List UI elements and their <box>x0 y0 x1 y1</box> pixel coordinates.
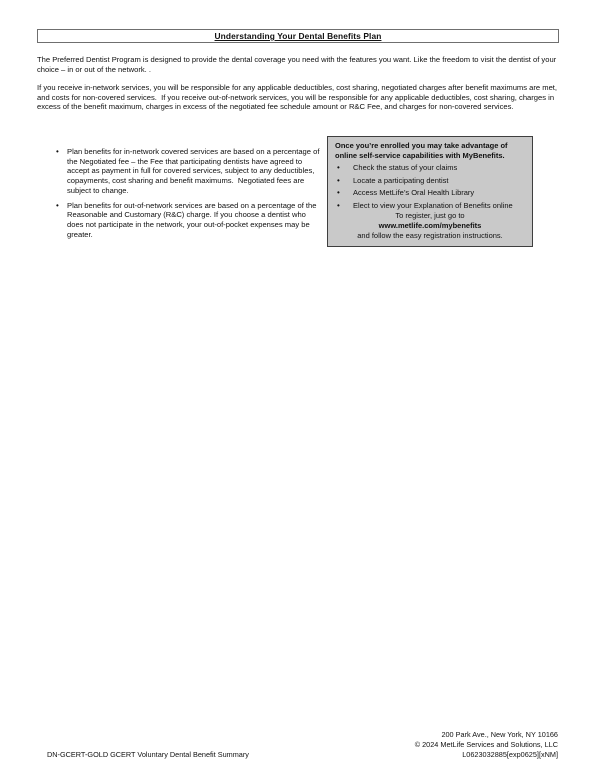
list-item <box>335 163 525 173</box>
footer-copyright: © 2024 MetLife Services and Solutions, LLC <box>414 740 558 749</box>
footer-address: 200 Park Ave., New York, NY 10166 <box>441 730 558 739</box>
mybenefits-item-claims: Check the status of your claims <box>353 163 458 173</box>
bullet-icon: • <box>337 163 340 173</box>
benefit-out-of-network-text: Plan benefits for out-of-network services are based on a percentage of the Reasonable and Customary (R&C) charge. If you choose a dentist who does not participate in the network, your out-of-pocket expenses may be greater. <box>67 200 319 239</box>
mybenefits-heading: Once you’re enrolled you may take advantage of online self-service capabilities with MyBenefits. <box>335 141 510 160</box>
mybenefits-item-library: Access MetLife’s Oral Health Library <box>353 188 475 198</box>
footer-code: L0623032885[exp0625][xNM] <box>462 750 558 759</box>
footer-document-id: DN-GCERT-GOLD GCERT Voluntary Dental Benefit Summary <box>47 750 249 759</box>
register-instructions <box>335 211 525 241</box>
page-title: Understanding Your Dental Benefits Plan <box>214 31 382 41</box>
list-item <box>49 201 321 240</box>
title-banner <box>37 29 559 43</box>
bullet-icon: • <box>337 200 340 210</box>
bullet-icon: • <box>56 200 59 210</box>
register-line-1: To register, just go to <box>395 211 465 221</box>
bullet-icon: • <box>56 147 59 156</box>
footer-right-block <box>415 730 558 760</box>
bullet-icon: • <box>337 188 340 198</box>
bullet-icon: • <box>337 175 340 185</box>
benefit-in-network-text: Plan benefits for in-network covered services are based on a percentage of the Negotiated fee – the Fee that participating dentists have agreed to accept as payment in full for covered services, subject to any deductibles, copayments, cost sharing and benefit maximums. Negotiated fees are subject to change. <box>67 147 322 195</box>
intro-paragraph-1: The Preferred Dentist Program is designed to provide the dental coverage you need with the features you want. Like the freedom to visit the dentist of your choice – in or out of the network. . <box>37 55 559 74</box>
intro-paragraph-2: If you receive in-network services, you will be responsible for any applicable deductibles, cost sharing, negotiated charges after benefit maximums are met, and costs for non-covered services. If you receive out-of-network services, you will be responsible for any applicable deductibles, cost sharing, charges in excess of the benefit maximum, charges in excess of the negotiated fee schedule amount or R&C Fee, and charges for non-covered services. <box>37 83 560 112</box>
list-item <box>335 176 525 186</box>
register-line-2: and follow the easy registration instructions. <box>357 231 503 241</box>
list-item <box>335 201 525 211</box>
mybenefits-callout-box <box>327 136 533 247</box>
mybenefits-url: www.metlife.com/mybenefits <box>378 221 482 231</box>
mybenefits-item-eob: Elect to view your Explanation of Benefits online <box>353 200 513 210</box>
mybenefits-item-dentist: Locate a participating dentist <box>353 175 449 185</box>
benefits-bullet-list <box>49 147 321 244</box>
list-item <box>49 147 321 196</box>
list-item <box>335 188 525 198</box>
